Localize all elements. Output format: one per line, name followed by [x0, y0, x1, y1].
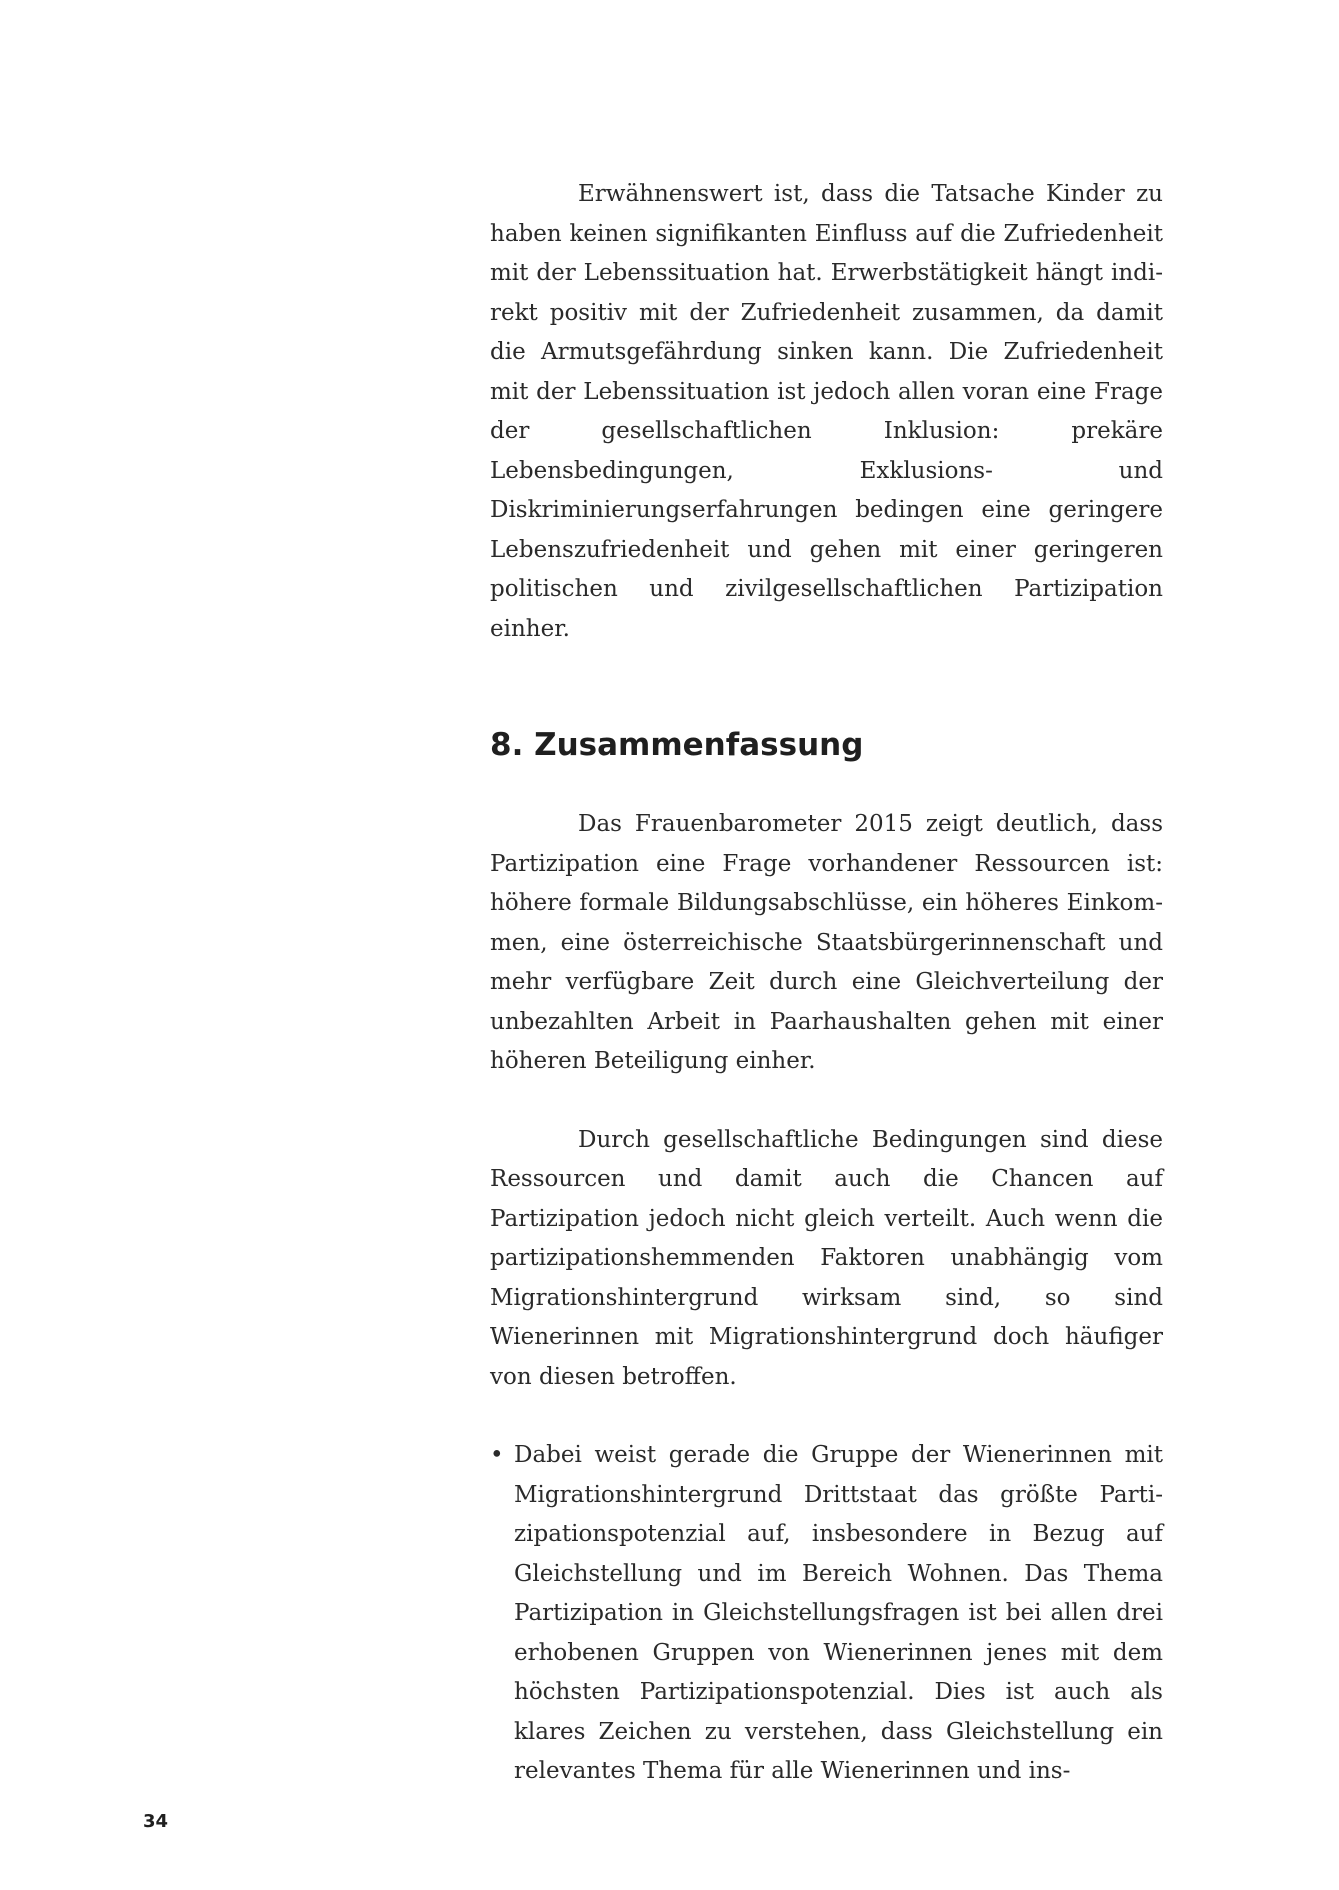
section-heading: 8. Zusammenfassung: [490, 727, 864, 763]
body-paragraph: Durch gesellschaftliche Bedingungen sind diese Ressourcen und damit auch die Chancen auf Partizipation jedoch nicht gleich verteilt. Auch wenn die partizipationshemmenden Faktoren unabhängig vom Migrationshintergrund wirksam sind, so sind Wienerinnen mit Migrationshintergrund doch häufiger von diesen betroffen.: [490, 1126, 1163, 1390]
bullet-item: [490, 1436, 1163, 1792]
bullet-list: [490, 1436, 1163, 1792]
body-paragraph: Erwähnenswert ist, dass die Tatsache Kinder zu haben keinen signifikanten Einfluss auf die Zufriedenheit mit der Lebenssituation hat. Erwerbstätigkeit hängt indirekt positiv mit der Zufriedenheit zusammen, da damit die Armutsgefährdung sinken kann. Die Zufriedenheit mit der Lebenssituation ist jedoch allen voran eine Frage der gesellschaftlichen Inklusion: prekäre Lebensbedingungen, Exklusions- und Diskriminierungserfahrungen bedingen eine geringere Lebenszufriedenheit und gehen mit einer geringeren politischen und zivilgesellschaftlichen Partizipation einher.: [490, 181, 1163, 642]
body-paragraph: Das Frauenbarometer 2015 zeigt deutlich, dass Partizipation eine Frage vorhandener Ressourcen ist: höhere formale Bildungsabschlüsse, ein höheres Einkommen, eine österreichische Staatsbürgerinnenschaft und mehr verfügbare Zeit durch eine Gleichverteilung der unbezahlten Arbeit in Paarhaushalten gehen mit einer höheren Beteiligung einher.: [490, 811, 1163, 1074]
page-number: 34: [143, 1811, 169, 1832]
bullet-icon: •: [490, 1442, 504, 1468]
bullet-text: Dabei weist gerade die Gruppe der Wienerinnen mit Migrationshintergrund Drittstaat das größte Partizipationspotenzial auf, insbesondere in Bezug auf Gleichstellung und im Bereich Wohnen. Das Thema Partizipation in Gleichstellungsfragen ist bei allen drei erhobenen Gruppen von Wienerinnen jenes mit dem höchsten Partizipationspotenzial. Dies ist auch als klares Zeichen zu verstehen, dass Gleichstellung ein relevantes Thema für alle Wienerinnen und ins-: [514, 1442, 1163, 1784]
text-column: [490, 175, 1163, 1792]
